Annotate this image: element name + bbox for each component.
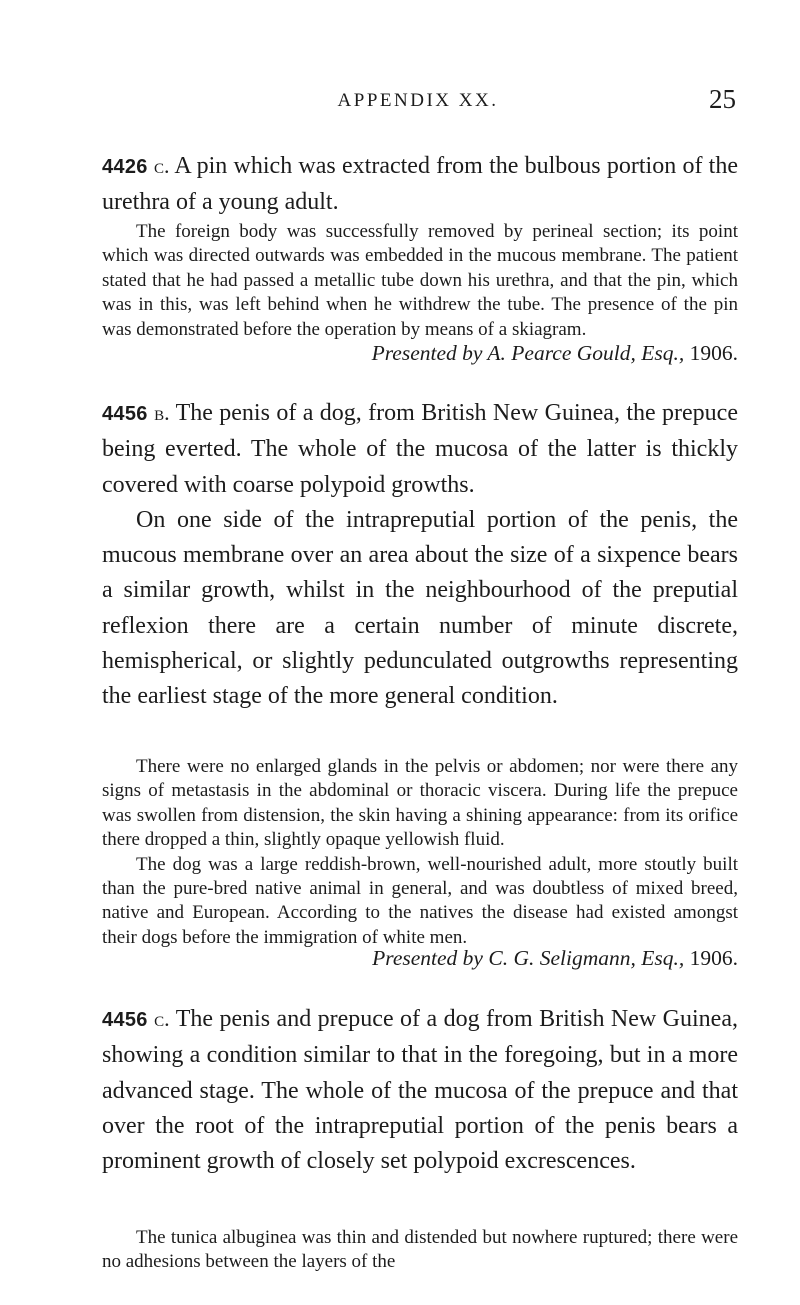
entry-heading [102, 148, 738, 221]
presenter: Presented by A. Pearce Gould, Esq., [371, 341, 685, 365]
entry-4426c-note [102, 220, 738, 342]
case-note: The dog was a large reddish-brown, well-nourished adult, more stoutly built than the pure-bred native animal in general, and was doubtless of mixed breed, native and European. According to the natives the disease had existed amongst their dogs before the immigration of white men. [102, 853, 738, 948]
entry-heading [102, 1001, 738, 1179]
entry-4456b [102, 395, 738, 715]
running-title: APPENDIX XX. [337, 90, 499, 111]
entry-title: A pin which was extracted from the bulbous portion of the urethra of a young adult. [102, 153, 738, 216]
case-note: There were no enlarged glands in the pelvis or abdomen; nor were there any signs of metastasis in the abdominal or thoracic viscera. During life the prepuce was swollen from distension, the skin having a shining appearance: from its orifice there dropped a thin, slightly opaque yellowish fluid. [102, 756, 738, 851]
entry-letter: c. [153, 153, 170, 178]
presented-year: 1906. [689, 341, 738, 365]
case-note: The foreign body was successfully removed by perineal section; its point which was directed outwards was embedded in the mucous membrane. The patient stated that he had passed a metallic tube down his urethra, and that the pin, which was in this, was left behind when he withdrew the tube. The presence of the pin was demonstrated before the operation by means of a skiagram. [102, 221, 738, 340]
entry-title: The penis of a dog, from British New Guinea, the prepuce being everted. The whole of the mucosa of the latter is thickly covered with coarse polypoid growths. [102, 400, 738, 498]
presented-by [102, 946, 738, 971]
entry-number: 4456 [102, 403, 148, 425]
entry-description: On one side of the intrapreputial portion of the penis, the mucous membrane over an area about the size of a sixpence bears a similar growth, whilst in the neighbourhood of the preputial reflexion there are a certain number of minute discrete, hemispherical, or slightly pedunculated outgrowths representing the earliest stage of the more general condition. [102, 506, 738, 710]
entry-heading [102, 395, 738, 503]
entry-4456c [102, 1001, 738, 1179]
entry-number: 4456 [102, 1009, 148, 1031]
page-number: 25 [709, 84, 736, 114]
entry-title: The penis and prepuce of a dog from British New Guinea, showing a condition similar to that in the foregoing, but in a more advanced stage. The whole of the mucosa of the prepuce and that over the root of the intrapreputial portion of the penis bears a prominent growth of closely set polypoid excrescences. [102, 1006, 738, 1175]
entry-letter: c. [154, 1006, 170, 1031]
running-head [98, 84, 738, 124]
entry-4456c-note [102, 1226, 738, 1275]
presenter: Presented by C. G. Seligmann, Esq., [372, 946, 685, 970]
entry-4456b-presented [102, 946, 738, 971]
entry-4426c [102, 148, 738, 221]
presented-year: 1906. [689, 946, 738, 970]
entry-4456b-notes [102, 755, 738, 950]
case-note: The tunica albuginea was thin and distended but nowhere ruptured; there were no adhesions between the layers of the [102, 1227, 738, 1273]
entry-number: 4426 [102, 156, 148, 178]
entry-letter: b. [154, 400, 170, 425]
presented-by [102, 341, 738, 366]
entry-4426c-presented [102, 341, 738, 366]
